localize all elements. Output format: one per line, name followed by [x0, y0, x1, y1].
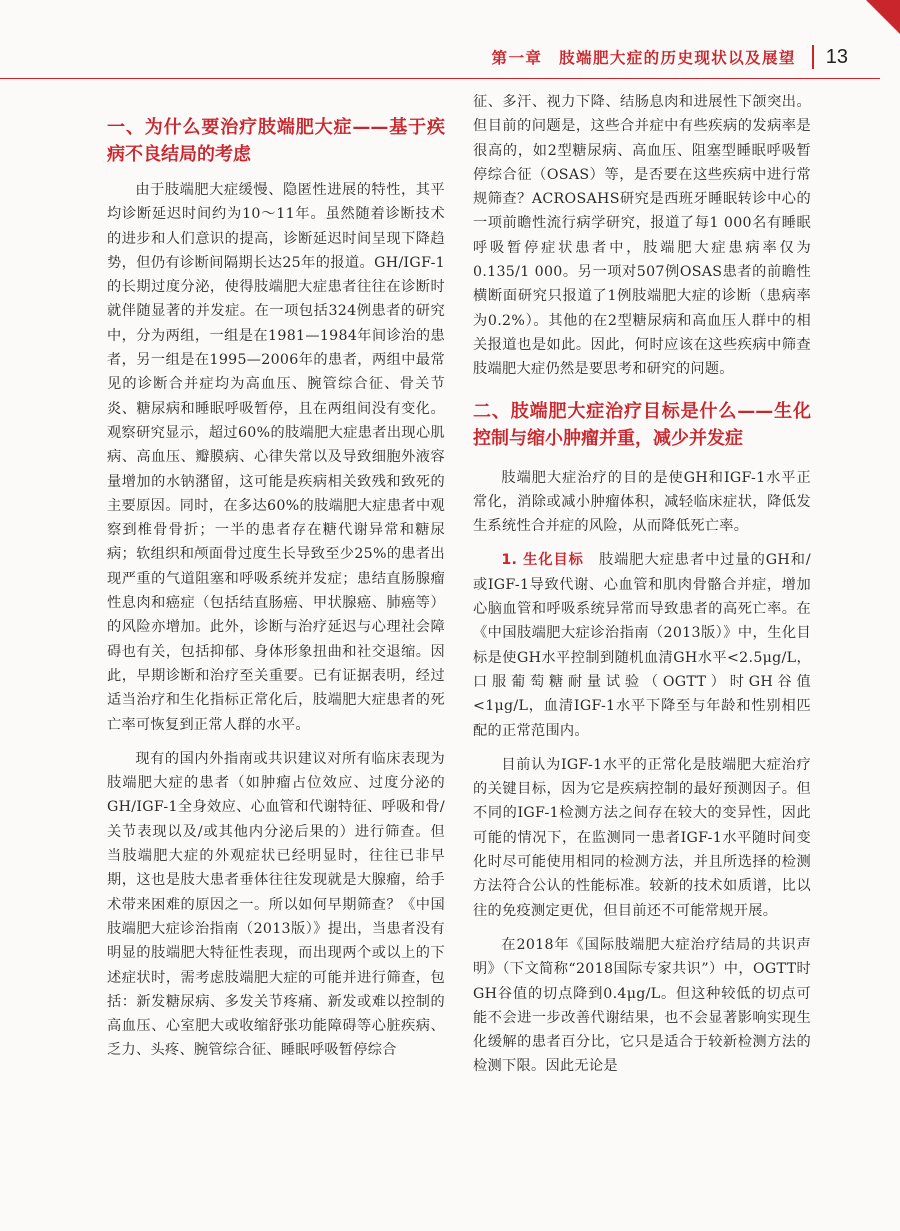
paragraph: 由于肢端肥大症缓慢、隐匿性进展的特性，其平均诊断延迟时间约为10～11年。虽然随着诊断技术的进步和人们意识的提高，诊断延迟时间呈现下降趋势，但仍有诊断间隔期长达25年的报道。GH/IGF-1的长期过度分泌，使得肢端肥大症患者往往在诊断时就伴随显著的并发症。在一项包括324例患者的研究中，分为两组，一组是在1981—1984年间诊治的患者，另一组是在1995—2006年的患者，两组中最常见的诊断合并症均为高血压、腕管综合征、骨关节炎、糖尿病和睡眠呼吸暂停，且在两组间没有变化。观察研究显示，超过60%的肢端肥大症患者出现心肌病、高血压、瓣膜病、心律失常以及导致细胞外液容量增加的水钠潴留，这可能是疾病相关致残和致死的主要原因。同时，在多达60%的肢端肥大症患者中观察到椎骨骨折；一半的患者存在糖代谢异常和糖尿病；软组织和颅面骨过度生长导致至少25%的患者出现严重的气道阻塞和呼吸系统并发症；患结直肠腺瘤性息肉和癌症（包括结直肠癌、甲状腺癌、肺癌等）的风险亦增加。此外，诊断与治疗延迟与心理社会障碍也有关，包括抑郁、身体形象扭曲和社交退缩。因此，早期诊断和治疗至关重要。已有证据表明，经过适当治疗和生化指标正常化后，肢端肥大症患者的死亡率可恢复到正常人群的水平。 — [107, 182, 445, 733]
page-number: 13 — [825, 45, 848, 68]
right-column — [473, 90, 811, 1079]
paragraph-text: 肢端肥大症患者中过量的GH和/或IGF-1导致代谢、心血管和肌肉骨骼合并症，增加心脑血管和呼吸系统异常而导致患者的高死亡率。在《中国肢端肥大症诊治指南（2013版）》中，生化目标是使GH水平控制到随机血清GH水平<2.5μg/L，口服葡萄糖耐量试验（OGTT）时GH谷值<1μg/L，血清IGF-1水平下降至与年龄和性别相匹配的正常范围内。 — [473, 552, 811, 739]
section-heading-2: 二、肢端肥大症治疗目标是什么——生化控制与缩小肿瘤并重，减少并发症 — [473, 400, 811, 449]
paragraph: 肢端肥大症治疗的目的是使GH和IGF-1水平正常化，消除或减小肿瘤体积，减轻临床症状，降低发生系统性合并症的风险，从而降低死亡率。 — [473, 469, 811, 535]
left-column — [107, 90, 445, 1063]
section-heading-1: 一、为什么要治疗肢端肥大症——基于疾病不良结局的考虑 — [107, 117, 445, 165]
paragraph: 在2018年《国际肢端肥大症治疗结局的共识声明》（下文简称“2018国际专家共识”）中，OGTT时GH谷值的切点降到0.4μg/L。但这种较低的切点可能不会进一步改善代谢结果，也不会显著影响实现生化缓解的患者百分比，它只是适合于较新检测方法的检测下限。因此无论是 — [473, 936, 811, 1075]
chapter-title: 第一章 肢端肥大症的历史现状以及展望 — [491, 49, 796, 67]
paragraph-continued: 征、多汗、视力下降、结肠息肉和进展性下颌突出。但目前的问题是，这些合并症中有些疾病的发病率是很高的，如2型糖尿病、高血压、阻塞型睡眠呼吸暂停综合征（OSAS）等，是否要在这些疾病中进行常规筛查？ACROSAHS研究是西班牙睡眠转诊中心的一项前瞻性流行病学研究，报道了每1 000名有睡眠呼吸暂停症状患者中，肢端肥大症患病率仅为0.135/1 000。另一项对507例OSAS患者的前瞻性横断面研究只报道了1例肢端肥大症的诊断（患病率为0.2%）。其他的在2型糖尿病和高血压人群中的相关报道也是如此。因此，何时应该在这些疾病中筛查肢端肥大症仍然是要思考和研究的问题。 — [473, 94, 811, 378]
header-rule — [0, 78, 880, 79]
paragraph: 目前认为IGF-1水平的正常化是肢端肥大症治疗的关键目标，因为它是疾病控制的最好预测因子。但不同的IGF-1检测方法之间存在较大的变异性，因此可能的情况下，在监测同一患者IGF-1水平随时间变化时尽可能使用相同的检测方法，并且所选择的检测方法符合公认的性能标准。较新的技术如质谱，比以往的免疫测定更优，但目前还不可能常规开展。 — [473, 756, 811, 919]
subsection-heading: 1. 生化目标 — [501, 552, 584, 569]
paragraph: 现有的国内外指南或共识建议对所有临床表现为肢端肥大症的患者（如肿瘤占位效应、过度分泌的GH/IGF-1全身效应、心血管和代谢特征、呼吸和骨/关节表现以及/或其他内分泌后果的）进行筛查。但当肢端肥大症的外观症状已经明显时，往往已非早期，这也是肢大患者垂体往往发现就是大腺瘤，给手术带来困难的原因之一。所以如何早期筛查？《中国肢端肥大症诊治指南（2013版）》提出，当患者没有明显的肢端肥大特征性表现，而出现两个或以上的下述症状时，需考虑肢端肥大症的可能并进行筛查，包括：新发糖尿病、多发关节疼痛、新发或难以控制的高血压、心室肥大或收缩舒张功能障碍等心脏疾病、乏力、头疼、腕管综合征、睡眠呼吸暂停综合 — [107, 750, 445, 1059]
header-divider — [812, 45, 814, 69]
paragraph — [473, 548, 811, 742]
corner-accent — [866, 0, 900, 34]
running-header — [492, 42, 848, 72]
